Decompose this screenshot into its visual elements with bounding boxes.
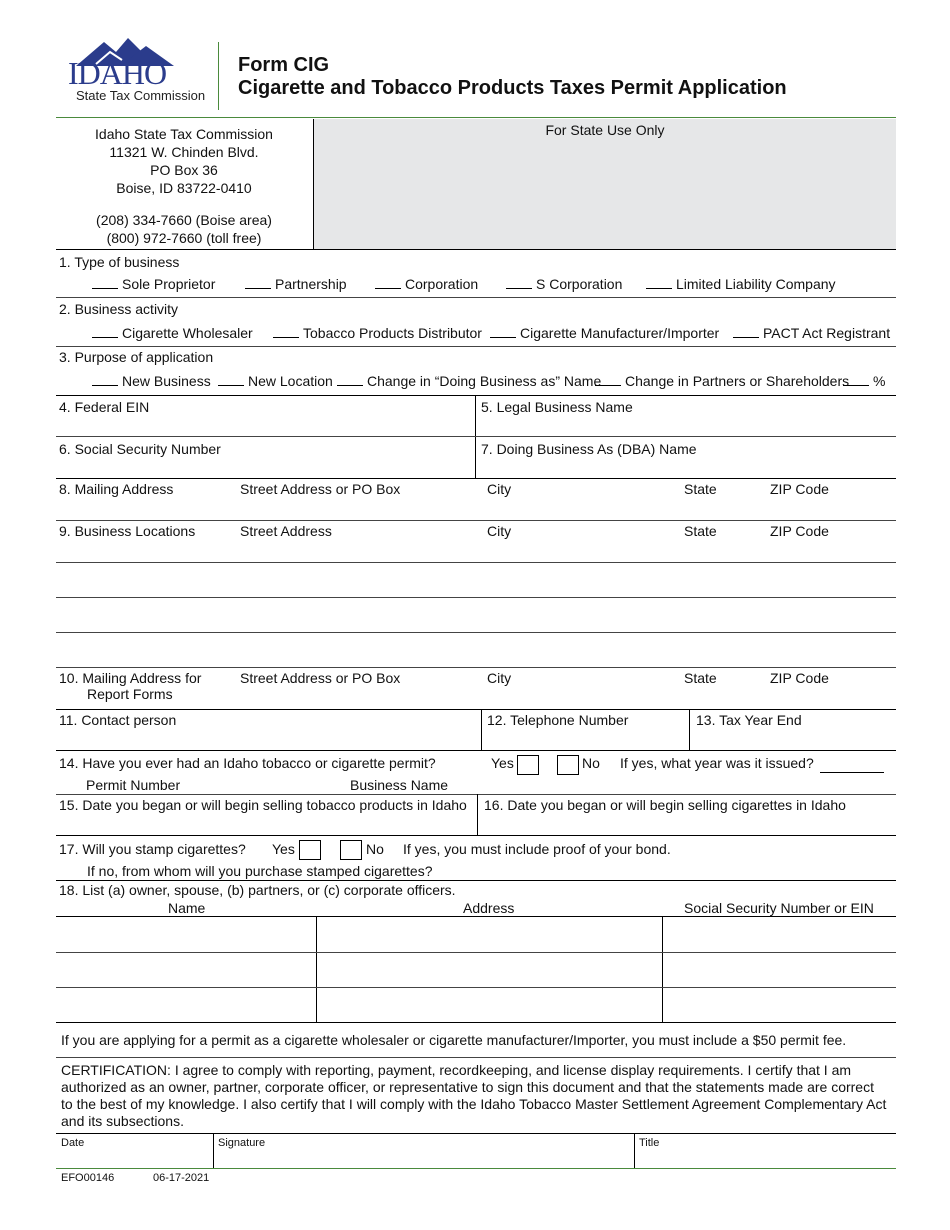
date-field[interactable]: Date — [61, 1137, 85, 1149]
phone-tollfree: (800) 972-7660 (toll free) — [106, 230, 262, 246]
q3-opt-new-location[interactable]: New Location — [218, 373, 333, 389]
q2-opt-pact[interactable]: PACT Act Registrant — [733, 325, 890, 341]
q9-state: State — [684, 523, 717, 539]
q14-permit-number[interactable]: Permit Number — [86, 777, 181, 793]
q5-legal-business-name[interactable]: 5. Legal Business Name — [481, 399, 633, 415]
officer-row-1[interactable] — [56, 917, 896, 952]
header-divider — [218, 42, 219, 110]
q9-city: City — [487, 523, 512, 539]
q3-label: 3. Purpose of application — [59, 349, 214, 365]
idaho-logo — [62, 36, 212, 108]
q1-label: 1. Type of business — [59, 254, 180, 270]
q14-business-name[interactable]: Business Name — [350, 777, 449, 793]
q1-opt-s-corporation[interactable]: S Corporation — [506, 276, 622, 292]
q8-state: State — [684, 481, 717, 497]
location-line-1[interactable] — [56, 562, 896, 563]
q10-street: Street Address or PO Box — [240, 670, 401, 686]
q14-year-input[interactable] — [820, 772, 884, 773]
q14-yes-checkbox[interactable] — [517, 755, 539, 775]
state-use-box — [313, 119, 896, 249]
q2-opt-wholesaler[interactable]: Cigarette Wholesaler — [92, 325, 253, 341]
q3-percent[interactable]: % — [843, 373, 885, 389]
q7-dba-name[interactable]: 7. Doing Business As (DBA) Name — [481, 441, 697, 457]
q9-street: Street Address — [240, 523, 332, 539]
q17-yes-label: Yes — [272, 841, 295, 857]
state-use-label: For State Use Only — [545, 122, 665, 138]
q13-tax-year-end[interactable]: 13. Tax Year End — [696, 712, 802, 728]
form-id: Form CIG — [238, 54, 330, 76]
q18-col-ssn: Social Security Number or EIN — [684, 900, 874, 916]
form-code: EFO00146 — [61, 1172, 115, 1184]
q14-yes-label: Yes — [491, 755, 514, 771]
q16-cigarette-date[interactable]: 16. Date you began or will begin selling cigarettes in Idaho — [484, 797, 846, 813]
q3-opt-partners-change[interactable]: Change in Partners or Shareholders — [595, 373, 849, 389]
form-title: Cigarette and Tobacco Products Taxes Permit Application — [238, 77, 787, 99]
q18-label: 18. List (a) owner, spouse, (b) partners, or (c) corporate officers. — [59, 882, 456, 898]
certification-line-4: and its subsections. — [61, 1113, 184, 1129]
certification-line-1: CERTIFICATION: I agree to comply with reporting, payment, recordkeeping, and license display requirements. I certify that I am — [61, 1062, 852, 1078]
location-line-3[interactable] — [56, 632, 896, 633]
q12-telephone[interactable]: 12. Telephone Number — [487, 712, 629, 728]
q3-opt-dba-change[interactable]: Change in “Doing Business as” Name — [337, 373, 601, 389]
q8-city: City — [487, 481, 512, 497]
revision-date: 06-17-2021 — [153, 1172, 210, 1184]
address-line-3: PO Box 36 — [150, 162, 218, 178]
logo-subtitle: State Tax Commission — [76, 88, 206, 103]
location-line-4[interactable] — [56, 667, 896, 668]
q8-zip: ZIP Code — [770, 481, 829, 497]
q1-opt-llc[interactable]: Limited Liability Company — [646, 276, 836, 292]
title-field[interactable]: Title — [639, 1137, 660, 1149]
q1-opt-sole-proprietor[interactable]: Sole Proprietor — [92, 276, 215, 292]
address-line-4: Boise, ID 83722-0410 — [116, 180, 252, 196]
q1-opt-corporation[interactable]: Corporation — [375, 276, 478, 292]
certification-text — [61, 1062, 896, 1130]
q17-no-checkbox[interactable] — [340, 840, 362, 860]
q9-zip: ZIP Code — [770, 523, 829, 539]
q14-no-label: No — [582, 755, 600, 771]
q14-no-checkbox[interactable] — [557, 755, 579, 775]
fee-note: If you are applying for a permit as a cigarette wholesaler or cigarette manufacturer/Importer, you must include a $50 permit fee. — [61, 1032, 847, 1048]
certification-line-3: to the best of my knowledge. I also certify that I will comply with the Idaho Tobacco Master Settlement Agreement Complementary Act — [61, 1096, 887, 1112]
q14-year-question: If yes, what year was it issued? — [620, 755, 814, 771]
q17-no-label: No — [366, 841, 384, 857]
logo-wordmark: IDAHO — [68, 55, 167, 91]
q10-zip: ZIP Code — [770, 670, 829, 686]
officer-row-3[interactable] — [56, 988, 896, 1022]
q10-state: State — [684, 670, 717, 686]
q10-label-line2: Report Forms — [87, 686, 173, 702]
certification-line-2: authorized as an owner, partner, corporate officer, or representative to sign this document and that the statements made are correct — [61, 1079, 874, 1095]
q15-tobacco-date[interactable]: 15. Date you began or will begin selling tobacco products in Idaho — [59, 797, 467, 813]
q10-label-line1[interactable]: 10. Mailing Address for — [59, 670, 202, 686]
q4-federal-ein[interactable]: 4. Federal EIN — [59, 399, 150, 415]
q17-bond-note: If yes, you must include proof of your bond. — [403, 841, 671, 857]
q18-col-address: Address — [463, 900, 515, 916]
signature-field[interactable]: Signature — [218, 1137, 266, 1149]
q2-label: 2. Business activity — [59, 301, 179, 317]
top-rule — [56, 117, 896, 118]
q17-followup[interactable]: If no, from whom will you purchase stamped cigarettes? — [87, 863, 433, 879]
q2-opt-distributor[interactable]: Tobacco Products Distributor — [273, 325, 482, 341]
q3-opt-new-business[interactable]: New Business — [92, 373, 211, 389]
q10-city: City — [487, 670, 512, 686]
address-line-2: 11321 W. Chinden Blvd. — [109, 144, 259, 160]
phone-boise: (208) 334-7660 (Boise area) — [96, 212, 272, 228]
q9-business-locations[interactable]: 9. Business Locations — [59, 523, 196, 539]
address-line-1: Idaho State Tax Commission — [95, 126, 273, 142]
q11-contact-person[interactable]: 11. Contact person — [59, 712, 177, 728]
q18-col-name: Name — [168, 900, 206, 916]
q17-label: 17. Will you stamp cigarettes? — [59, 841, 246, 857]
location-line-2[interactable] — [56, 597, 896, 598]
address-block — [56, 125, 312, 247]
q8-mailing-address[interactable]: 8. Mailing Address — [59, 481, 174, 497]
q8-street: Street Address or PO Box — [240, 481, 401, 497]
q14-label: 14. Have you ever had an Idaho tobacco or cigarette permit? — [59, 755, 436, 771]
q1-opt-partnership[interactable]: Partnership — [245, 276, 347, 292]
q17-yes-checkbox[interactable] — [299, 840, 321, 860]
q6-ssn[interactable]: 6. Social Security Number — [59, 441, 221, 457]
q2-opt-manufacturer[interactable]: Cigarette Manufacturer/Importer — [490, 325, 719, 341]
officer-row-2[interactable] — [56, 953, 896, 987]
